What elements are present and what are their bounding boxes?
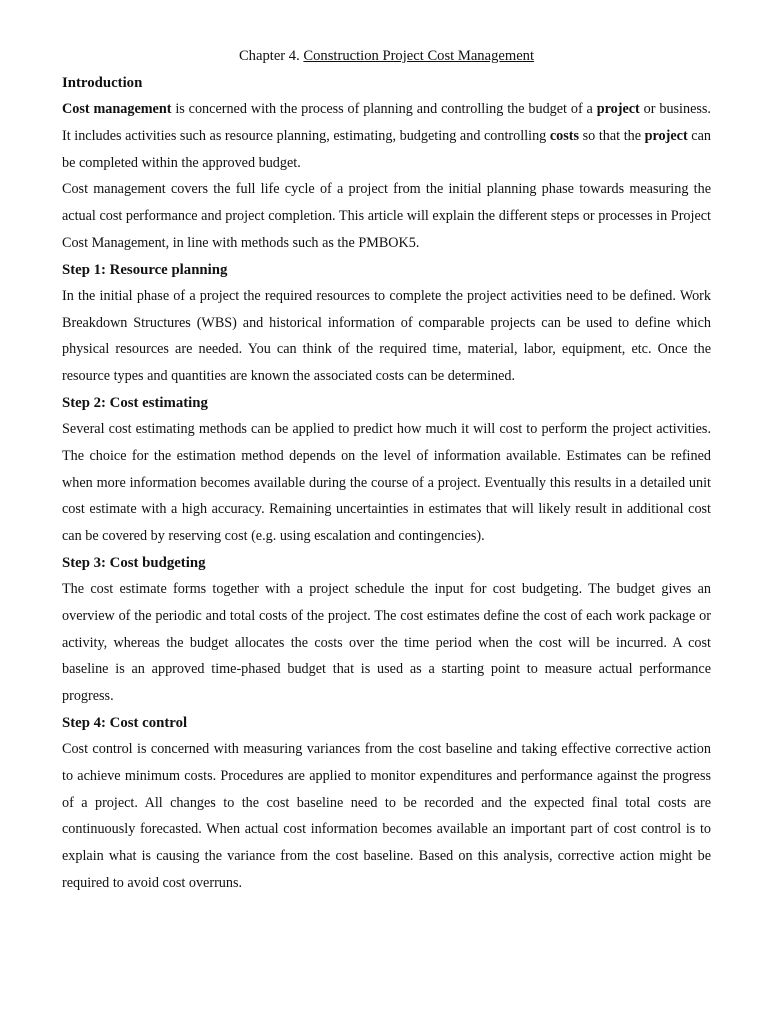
step-4-paragraph: Cost control is concerned with measuring variances from the cost baseline and taking effective corrective action to achieve minimum costs. Procedures are applied to monitor expenditures and performance against the progress of a project. All changes to the cost baseline need to be recorded and the expected final total costs are continuously forecasted. When actual cost information becomes available an important part of cost control is to explain what is causing the variance from the cost baseline. Based on this analysis, corrective action might be required to avoid cost overruns. [62, 740, 711, 891]
bold-term-costs: costs [549, 127, 580, 144]
step-1-paragraph: In the initial phase of a project the required resources to complete the project activities need to be defined. Work Breakdown Structures (WBS) and historical information of comparable projects can be used to define which physical resources are needed. You can think of the required time, material, labor, equipment, etc. Once the resource types and quantities are known the associated costs can be determined. [62, 287, 711, 385]
step-3-paragraph: The cost estimate forms together with a project schedule the input for cost budgeting. The budget gives an overview of the periodic and total costs of the project. The cost estimates define the cost of each work package or activity, whereas the budget allocates the costs over the time period when the cost will be incurred. A cost baseline is an approved time-phased budget that is used as a starting point to measure actual performance progress. [62, 580, 711, 705]
step-2-paragraph: Several cost estimating methods can be applied to predict how much it will cost to perform the project activities. The choice for the estimation method depends on the level of information available. Estimates can be refined when more information becomes available during the course of a project. Eventually this results in a detailed unit cost estimate with a high accuracy. Remaining uncertainties in estimates that will likely result in additional cost can be covered by reserving cost (e.g. using escalation and contingencies). [62, 420, 711, 545]
step-4-heading: Step 4: Cost control [62, 714, 188, 731]
step-3-heading: Step 3: Cost budgeting [62, 554, 206, 571]
bold-term-project: project [596, 101, 640, 117]
document-page [62, 44, 711, 897]
bold-term-cost-management: Cost management [62, 101, 172, 117]
step-2-heading: Step 2: Cost estimating [62, 394, 208, 411]
introduction-heading: Introduction [62, 75, 143, 91]
chapter-title: Construction Project Cost Management [303, 48, 535, 64]
step-1-heading: Step 1: Resource planning [62, 261, 228, 278]
chapter-number: Chapter 4. [238, 48, 300, 64]
page-title [62, 44, 711, 70]
bold-term-project-2: project [644, 127, 688, 144]
introduction-paragraph-2: Cost management covers the full life cycle of a project from the initial planning phase towards measuring the actual cost performance and project completion. This article will explain the different steps or processes in Project Cost Management, in line with methods such as the PMBOK5. [62, 181, 711, 251]
introduction-paragraph-1: Cost management is concerned with the process of planning and controlling the budget of a project or business. It includes activities such as resource planning, estimating, budgeting and controlling costs so that the project can be completed within the approved budget. [62, 101, 711, 171]
